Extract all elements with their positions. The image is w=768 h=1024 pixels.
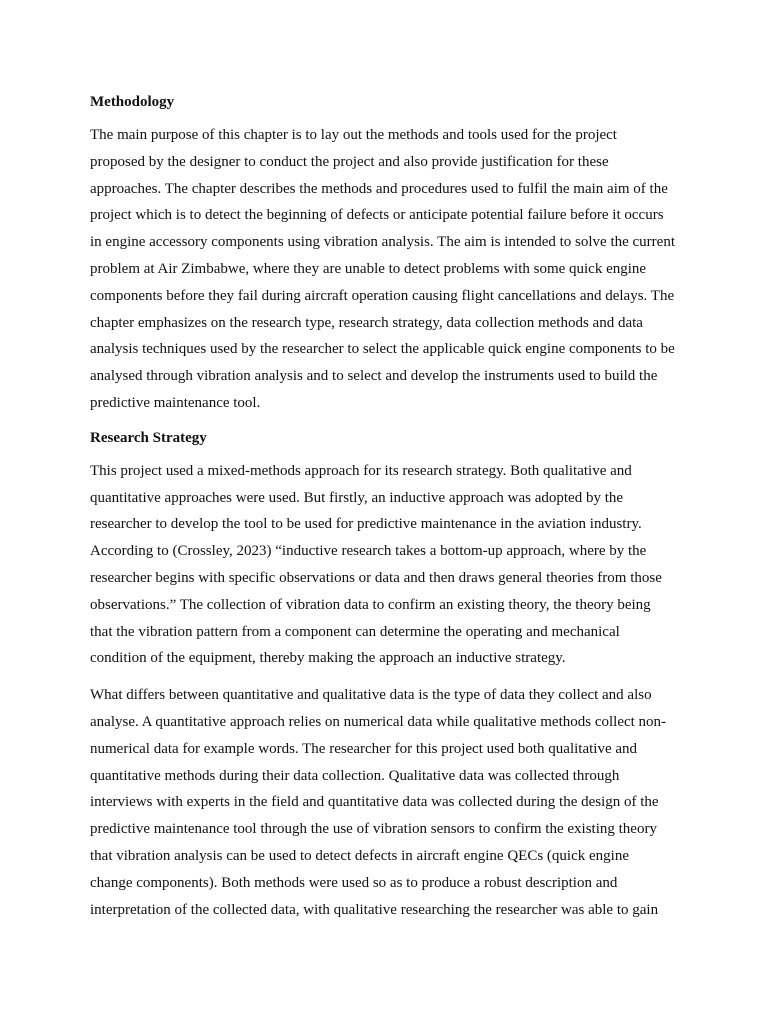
text-line: interpretation of the collected data, with qualitative researching the researcher was able to gain bbox=[90, 901, 659, 918]
text-line: project which is to detect the beginning of defects or anticipate potential failure before it occurs bbox=[90, 207, 664, 224]
text-line: analysis techniques used by the researcher to select the applicable quick engine components to be bbox=[90, 341, 675, 358]
text-line: quantitative methods during their data collection. Qualitative data was collected through bbox=[90, 767, 620, 784]
text-line: quantitative approaches were used. But firstly, an inductive approach was adopted by the bbox=[90, 489, 624, 506]
text-line: The main purpose of this chapter is to lay out the methods and tools used for the project bbox=[90, 127, 617, 143]
text-line: numerical data for example words. The researcher for this project used both qualitative and bbox=[90, 740, 638, 757]
text-line: chapter emphasizes on the research type, research strategy, data collection methods and data bbox=[90, 314, 643, 331]
text-line: observations.” The collection of vibration data to confirm an existing theory, the theory being bbox=[90, 596, 651, 613]
text-line: interviews with experts in the field and quantitative data was collected during the design of the bbox=[90, 794, 659, 811]
text-line: researcher begins with specific observations or data and then draws general theories from those bbox=[90, 569, 662, 586]
text-line: that vibration analysis can be used to detect defects in aircraft engine QECs (quick engine bbox=[90, 847, 629, 864]
text-line: condition of the equipment, thereby making the approach an inductive strategy. bbox=[90, 650, 566, 667]
text-line: predictive maintenance tool through the use of vibration sensors to confirm the existing theory bbox=[90, 821, 657, 838]
document-body bbox=[90, 91, 680, 933]
text-line: that the vibration pattern from a component can determine the operating and mechanical bbox=[90, 623, 620, 640]
text-line: approaches. The chapter describes the methods and procedures used to fulfil the main aim of the bbox=[90, 180, 668, 197]
text-line: proposed by the designer to conduct the project and also provide justification for these bbox=[90, 153, 609, 170]
text-line: in engine accessory components using vibration analysis. The aim is intended to solve the current bbox=[90, 234, 675, 251]
paragraph-methodology-1 bbox=[90, 122, 680, 417]
text-line: According to (Crossley, 2023) “inductive research takes a bottom-up approach, where by the bbox=[90, 543, 647, 560]
text-line: analyse. A quantitative approach relies on numerical data while qualitative methods collect non- bbox=[90, 713, 667, 730]
paragraph-research-strategy-1 bbox=[90, 458, 680, 672]
text-line: This project used a mixed-methods approach for its research strategy. Both qualitative and bbox=[90, 462, 632, 479]
text-line: predictive maintenance tool. bbox=[90, 394, 261, 411]
text-line: components before they fail during aircraft operation causing flight cancellations and delays. The bbox=[90, 287, 675, 304]
text-line: change components). Both methods were used so as to produce a robust description and bbox=[90, 874, 618, 891]
text-line: researcher to develop the tool to be used for predictive maintenance in the aviation industry. bbox=[90, 516, 642, 533]
text-line: analysed through vibration analysis and to select and develop the instruments used to build the bbox=[90, 368, 658, 385]
paragraph-research-strategy-2 bbox=[90, 682, 680, 923]
section-heading-research-strategy: Research Strategy bbox=[90, 429, 207, 446]
section-heading-methodology: Methodology bbox=[90, 94, 175, 110]
text-line: What differs between quantitative and qualitative data is the type of data they collect and also bbox=[90, 687, 652, 704]
text-line: problem at Air Zimbabwe, where they are unable to detect problems with some quick engine bbox=[90, 260, 647, 277]
